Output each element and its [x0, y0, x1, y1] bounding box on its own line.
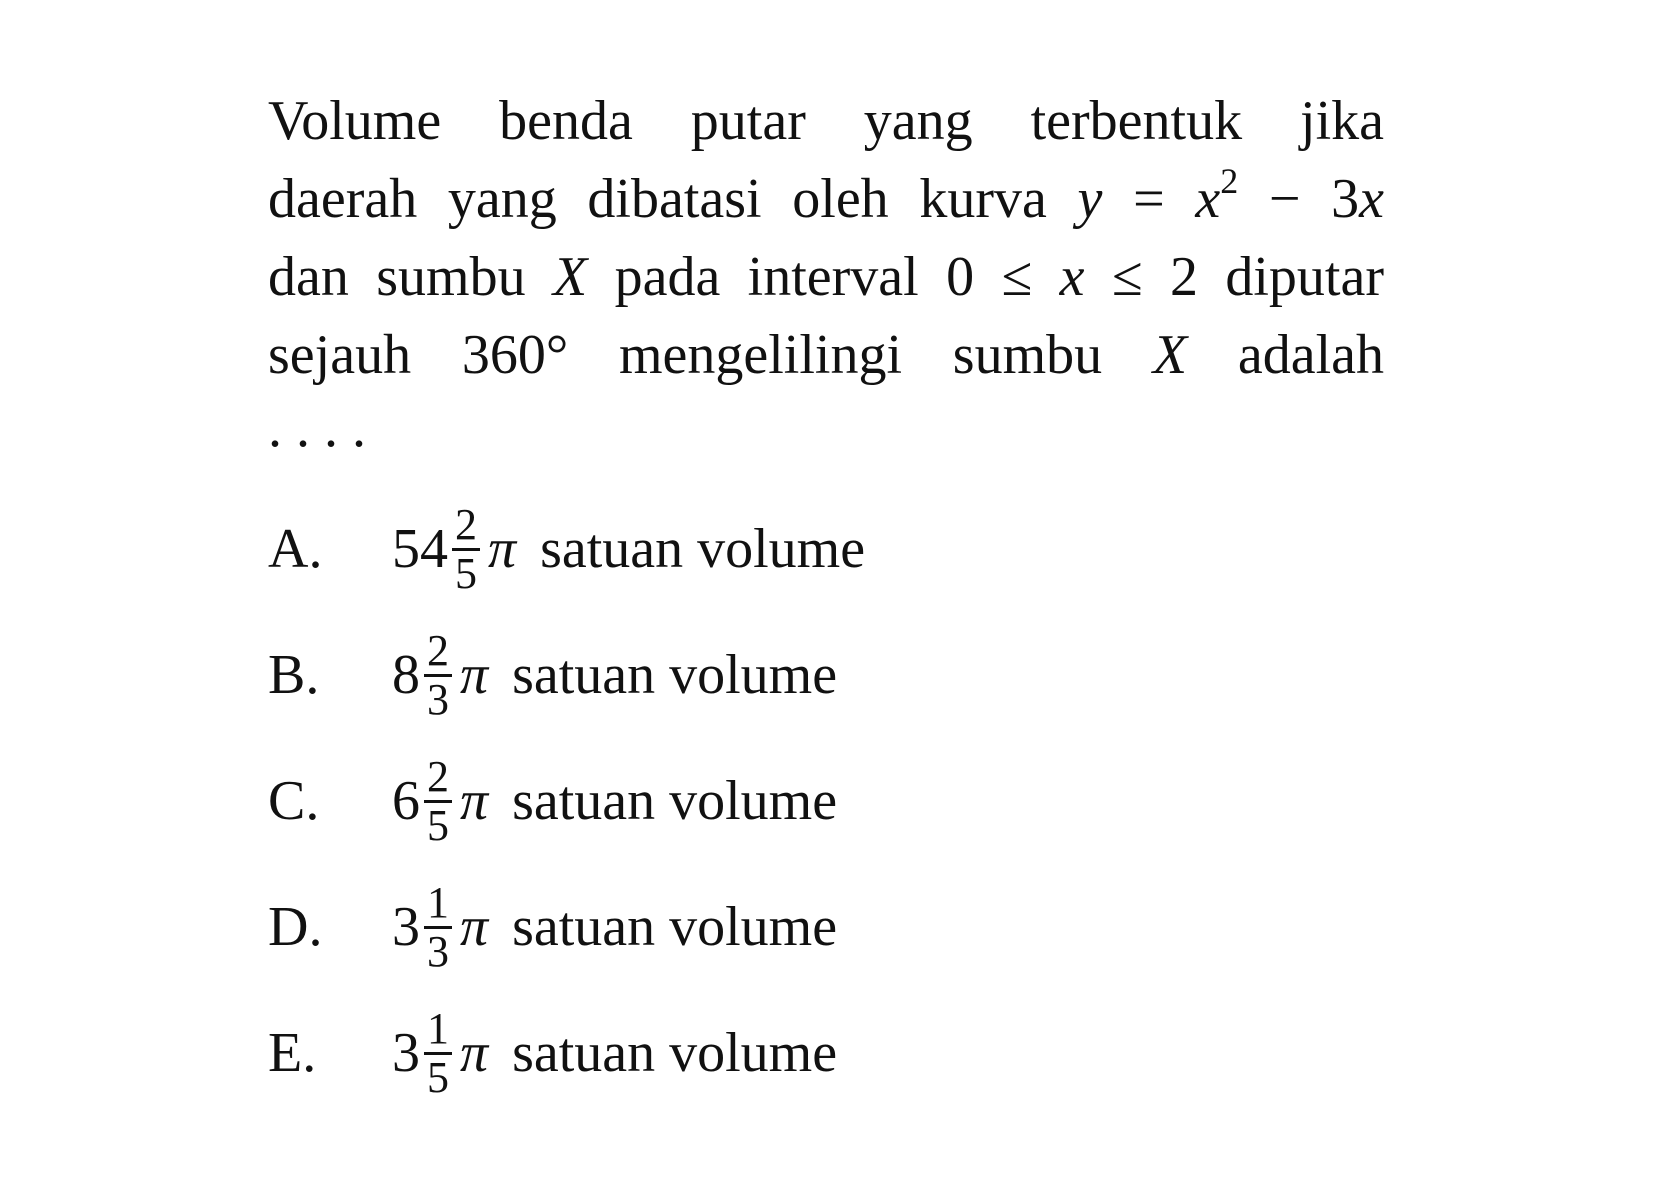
var-y: y [1077, 168, 1103, 230]
ellipsis: .... [268, 397, 380, 459]
denominator: 3 [427, 674, 449, 724]
question-line-2 [268, 160, 1384, 238]
option-b[interactable] [268, 612, 865, 738]
question-text [268, 82, 1385, 459]
question-line-3-text-3: ≤ 2 diputar [1084, 246, 1384, 308]
option-e[interactable] [268, 990, 865, 1116]
question-line-3-text-1: dan sumbu [268, 246, 553, 308]
axis-X-2: X [1152, 324, 1188, 386]
whole-part: 6 [392, 770, 420, 832]
mixed-number [392, 877, 512, 976]
equals-sign: = [1102, 168, 1196, 230]
option-letter: B. [268, 644, 320, 706]
numerator: 1 [427, 877, 449, 927]
minus-term: − 3 [1238, 168, 1360, 230]
mixed-number [392, 1003, 512, 1102]
question-line-1: Volume benda putar yang terbentuk jika [268, 90, 1384, 152]
option-d[interactable] [268, 864, 865, 990]
var-x-2: x [1359, 168, 1384, 230]
pi-symbol: π [460, 770, 489, 832]
denominator: 5 [427, 800, 449, 850]
question-line-4-text-2: adalah [1187, 324, 1385, 386]
question-line-4-text-1: sejauh 360° mengelilingi sumbu [268, 324, 1153, 386]
pi-symbol: π [460, 896, 489, 958]
numerator: 1 [427, 1003, 449, 1053]
question-line-4 [268, 316, 1384, 394]
option-letter: C. [268, 770, 320, 832]
var-x-interval: x [1059, 246, 1085, 308]
question-line-3 [268, 238, 1384, 316]
option-c[interactable] [268, 738, 865, 864]
denominator: 5 [427, 1052, 449, 1102]
pi-symbol: π [460, 1022, 489, 1084]
axis-X: X [552, 246, 588, 308]
var-x: x [1195, 168, 1221, 230]
fraction [424, 751, 452, 850]
numerator: 2 [455, 499, 477, 549]
mixed-number [392, 499, 540, 598]
mixed-number [392, 625, 512, 724]
whole-part: 3 [392, 1022, 420, 1084]
option-letter: D. [268, 896, 323, 958]
fraction [452, 499, 480, 598]
unit-label: satuan volume [512, 644, 838, 706]
pi-symbol: π [460, 644, 489, 706]
option-letter: A. [268, 518, 323, 580]
unit-label: satuan volume [512, 770, 838, 832]
fraction [424, 877, 452, 976]
exponent: 2 [1220, 161, 1239, 202]
whole-part: 8 [392, 644, 420, 706]
fraction [424, 1003, 452, 1102]
mixed-number [392, 751, 512, 850]
whole-part: 3 [392, 896, 420, 958]
unit-label: satuan volume [512, 896, 838, 958]
question-line-3-text-2: pada interval 0 ≤ [587, 246, 1060, 308]
numerator: 2 [427, 625, 449, 675]
answer-options [268, 486, 865, 1116]
unit-label: satuan volume [540, 518, 866, 580]
option-a[interactable] [268, 486, 865, 612]
whole-part: 54 [392, 518, 448, 580]
question-line-2-text: daerah yang dibatasi oleh kurva [268, 168, 1078, 230]
option-letter: E. [268, 1022, 317, 1084]
numerator: 2 [427, 751, 449, 801]
denominator: 5 [455, 548, 477, 598]
unit-label: satuan volume [512, 1022, 838, 1084]
fraction [424, 625, 452, 724]
pi-symbol: π [488, 518, 517, 580]
denominator: 3 [427, 926, 449, 976]
